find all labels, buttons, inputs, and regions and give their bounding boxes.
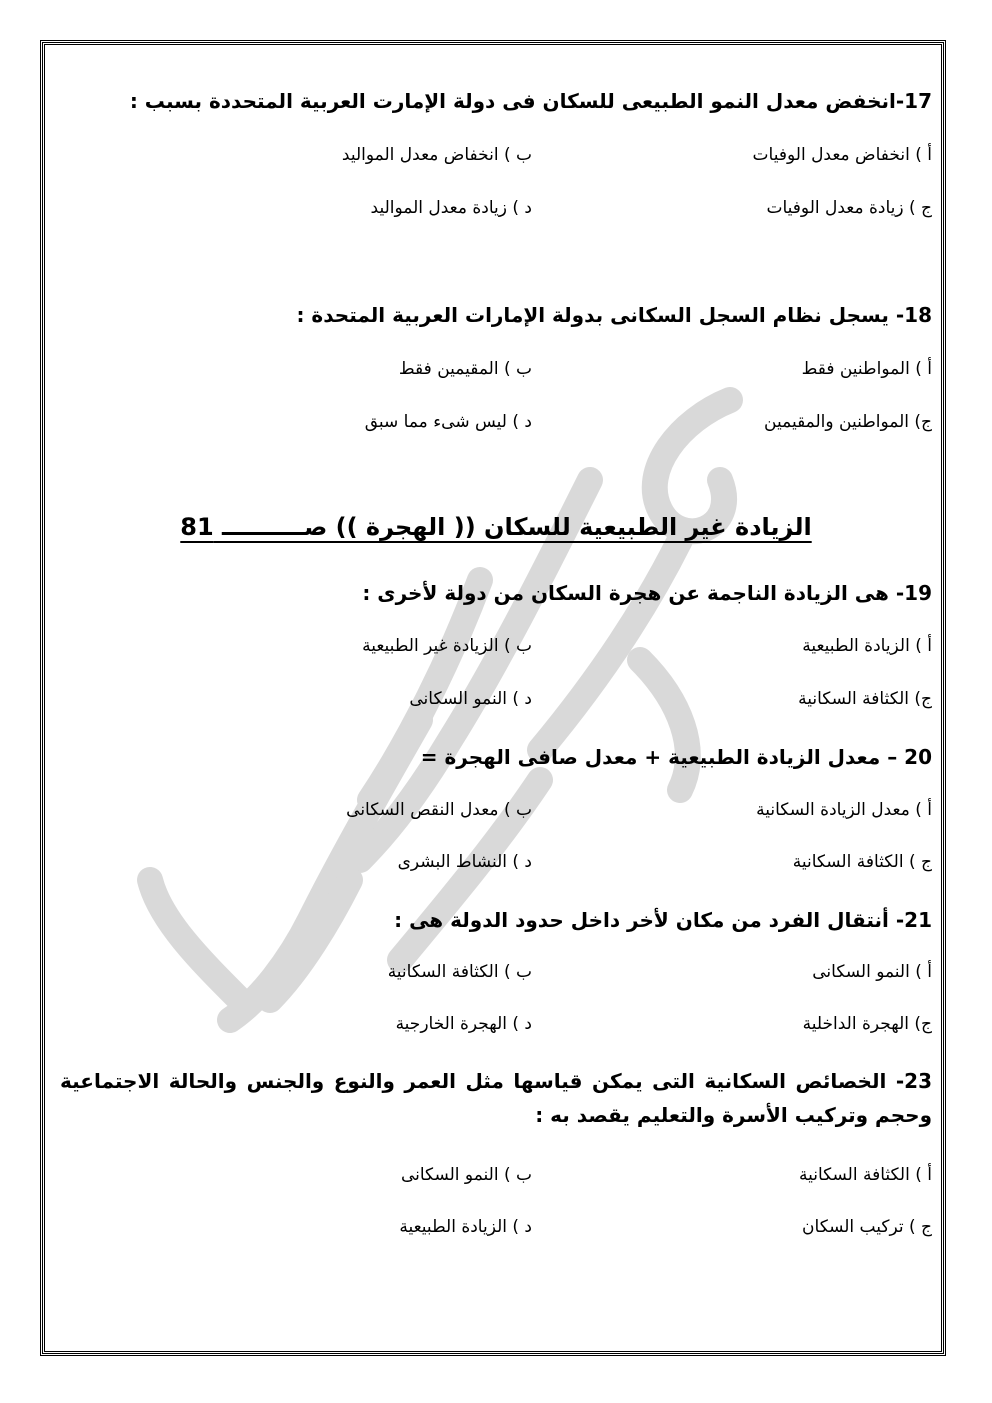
option-d: د ) الزيادة الطبيعية (399, 1217, 532, 1237)
option-b: ب ) الكثافة السكانية (387, 962, 532, 982)
option-b: ب ) النمو السكانى (400, 1165, 532, 1185)
option-a: أ ) النمو السكانى (812, 962, 932, 982)
option-c: ج ) تركيب السكان (802, 1217, 932, 1237)
option-b: ب ) معدل النقص السكانى (346, 800, 532, 820)
section-heading: الزيادة غير الطبيعية للسكان (( الهجرة )) صــــــــــ 81 (180, 513, 812, 541)
option-c: ج) الكثافة السكانية (798, 689, 932, 709)
option-d: د ) الهجرة الخارجية (395, 1014, 532, 1034)
question-17: 17-انخفض معدل النمو الطبيعى للسكان فى دولة الإمارت العربية المتحددة بسبب : (129, 89, 932, 113)
option-a: أ ) الزيادة الطبيعية (802, 636, 932, 656)
question-20: 20 – معدل الزيادة الطبيعية + معدل صافى الهجرة = (420, 745, 932, 769)
question-18: 18- يسجل نظام السجل السكانى بدولة الإمارات العربية المتحدة : (296, 303, 932, 327)
option-a: أ ) المواطنين فقط (801, 359, 932, 379)
option-b: ب ) الزيادة غير الطبيعية (362, 636, 532, 656)
option-c: ج ) الكثافة السكانية (792, 852, 932, 872)
option-b: ب ) المقيمين فقط (398, 359, 532, 379)
option-d: د ) ليس شىء مما سبق (364, 412, 532, 432)
option-d: د ) زيادة معدل المواليد (370, 198, 532, 218)
option-d: د ) النشاط البشرى (397, 852, 532, 872)
option-c: ج) المواطنين والمقيمين (764, 412, 932, 432)
option-c: ج) الهجرة الداخلية (802, 1014, 932, 1034)
option-c: ج ) زيادة معدل الوفيات (766, 198, 932, 218)
option-b: ب ) انخفاض معدل المواليد (341, 145, 532, 165)
option-a: أ ) انخفاض معدل الوفيات (752, 145, 932, 165)
question-23: 23- الخصائص السكانية التى يمكن قياسها مثل العمر والنوع والجنس والحالة الاجتماعية وحجم وتركيب الأسرة والتعليم يقصد به : (60, 1069, 932, 1127)
option-a: أ ) معدل الزيادة السكانية (756, 800, 932, 820)
question-21: 21- أنتقال الفرد من مكان لأخر داخل حدود الدولة هى : (394, 908, 932, 932)
option-a: أ ) الكثافة السكانية (798, 1165, 932, 1185)
question-19: 19- هى الزيادة الناجمة عن هجرة السكان من دولة لأخرى : (362, 581, 932, 605)
option-d: د ) النمو السكانى (409, 689, 532, 709)
